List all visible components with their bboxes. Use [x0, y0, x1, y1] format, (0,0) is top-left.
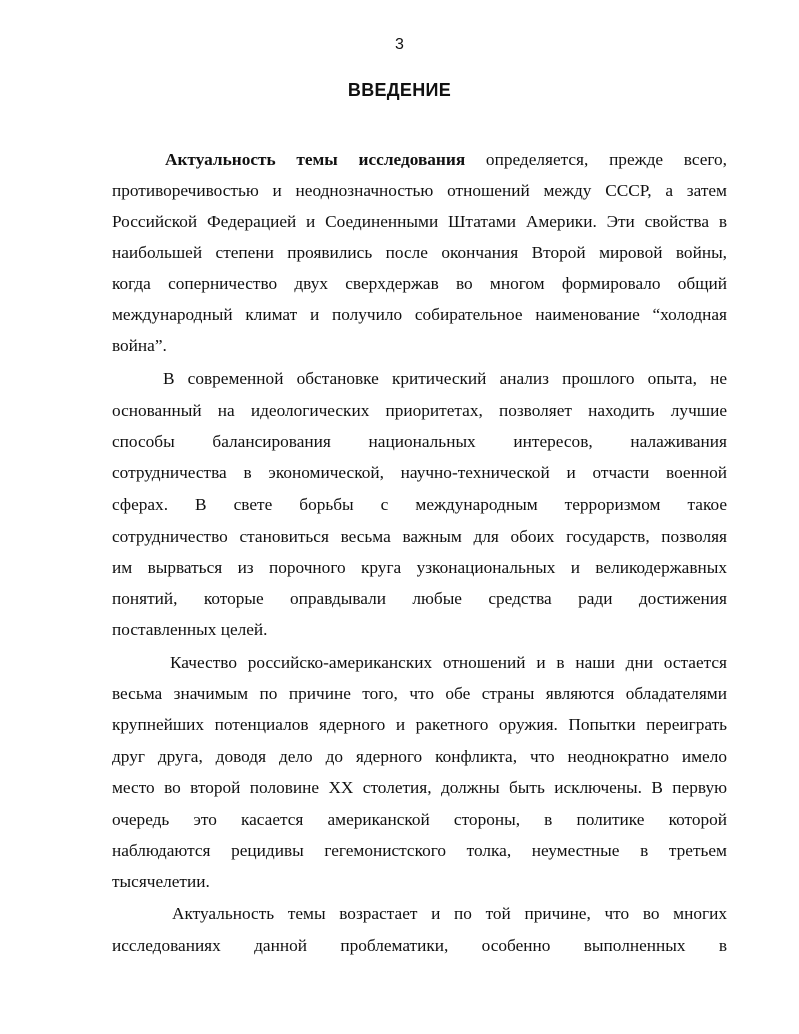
paragraph-2-line-8: понятий, которые оправдывали любые средства ради достижения — [112, 589, 727, 608]
paragraph-3-line-2: весьма значимым по причине того, что обе страны являются обладателями — [112, 684, 727, 703]
bold-lead-phrase: Актуальность темы исследования — [165, 150, 466, 169]
paragraph-3-line-8: тысячелетии. — [112, 872, 210, 891]
paragraph-1-line-5: когда соперничество двух сверхдержав во многом формировало общий — [112, 274, 727, 293]
paragraph-3-line-1: Качество российско-американских отношений и в наши дни остается — [170, 653, 727, 672]
paragraph-2-line-4: сотрудничества в экономической, научно-технической и отчасти военной — [112, 463, 727, 482]
paragraph-3-line-6: очередь это касается американской стороны, в политике которой — [112, 810, 727, 829]
paragraph-2-line-6: сотрудничество становиться весьма важным для обоих государств, позволяя — [112, 527, 727, 546]
paragraph-1-line-2: противоречивостью и неоднозначностью отношений между СССР, а затем — [112, 181, 727, 200]
paragraph-3-line-4: друг друга, доводя дело до ядерного конфликта, что неоднократно имело — [112, 747, 727, 766]
paragraph-2-line-7: им вырваться из порочного круга узконациональных и великодержавных — [112, 558, 727, 577]
page-number: 3 — [395, 36, 404, 53]
paragraph-2-line-2: основанный на идеологических приоритетах, позволяет находить лучшие — [112, 401, 727, 420]
paragraph-3-line-5: место во второй половине XX столетия, должны быть исключены. В первую — [112, 778, 727, 797]
paragraph-3-line-7: наблюдаются рецидивы гегемонистского толка, неуместные в третьем — [112, 841, 727, 860]
line-text: определяется, прежде всего, — [465, 150, 728, 169]
paragraph-1-line-3: Российской Федерацией и Соединенными Штатами Америки. Эти свойства в — [112, 212, 727, 231]
paragraph-2-line-5: сферах. В свете борьбы с международным терроризмом такое — [112, 495, 727, 514]
paragraph-1-line-6: международный климат и получило собирательное наименование “холодная — [112, 305, 727, 324]
paragraph-4-line-2: исследованиях данной проблематики, особенно выполненных в — [112, 936, 727, 955]
paragraph-2-line-1: В современной обстановке критический анализ прошлого опыта, не — [163, 369, 727, 388]
paragraph-2-line-3: способы балансирования национальных интересов, налаживания — [112, 432, 727, 451]
page-title: ВВЕДЕНИЕ — [347, 80, 452, 100]
paragraph-1-line-1 — [165, 148, 727, 172]
paragraph-3-line-3: крупнейших потенциалов ядерного и ракетного оружия. Попытки переиграть — [112, 715, 727, 734]
paragraph-1-line-7: война”. — [112, 336, 167, 355]
paragraph-2-line-9: поставленных целей. — [112, 620, 268, 639]
paragraph-1-line-4: наибольшей степени проявились после окончания Второй мировой войны, — [112, 243, 727, 262]
paragraph-4-line-1: Актуальность темы возрастает и по той причине, что во многих — [172, 904, 727, 923]
